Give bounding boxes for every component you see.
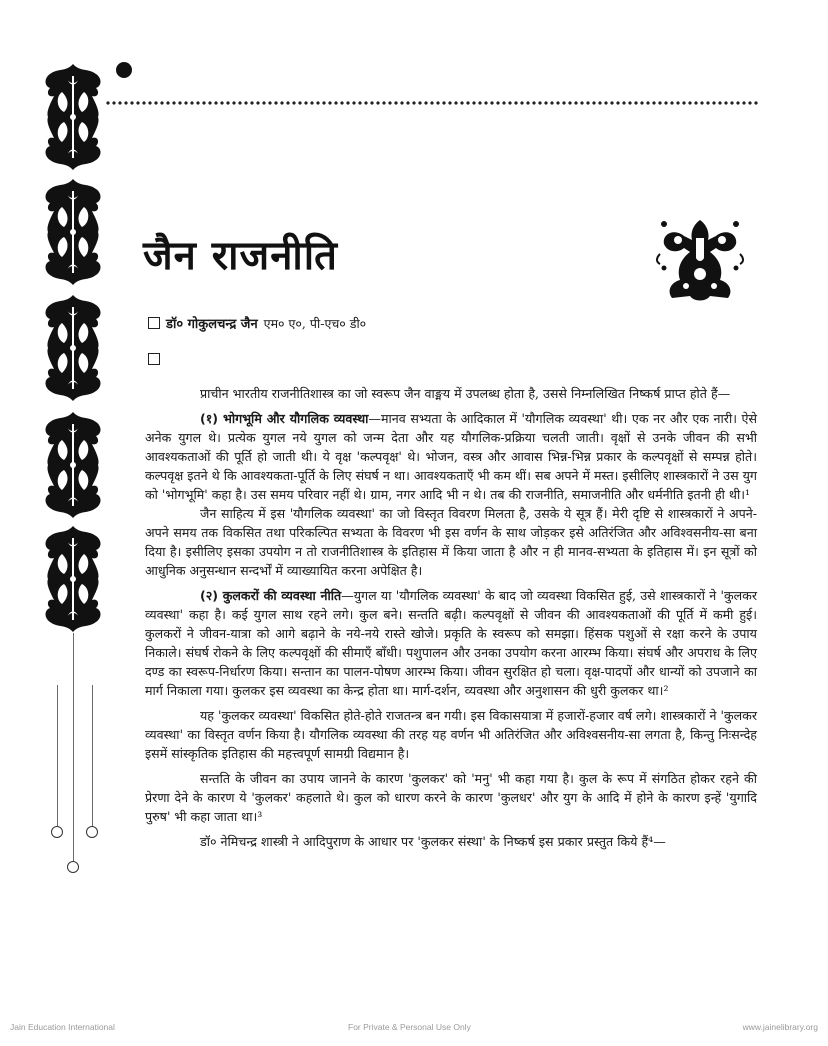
checkbox-square-icon xyxy=(148,317,160,329)
floral-ornament-icon xyxy=(40,177,106,287)
floral-ornament-icon xyxy=(40,62,106,172)
paragraph: डॉ० नेमिचन्द्र शास्त्री ने आदिपुराण के आधार पर 'कुलकर संस्था' के निष्कर्ष इस प्रकार प्रस्तुत किये हैं⁴— xyxy=(200,834,666,849)
section-heading: (२) कुलकरों की व्यवस्था नीति xyxy=(200,588,342,603)
footer-website-link[interactable]: www.jainelibrary.org xyxy=(742,1022,818,1032)
author-degrees: एम० ए०, पी-एच० डी० xyxy=(263,315,367,331)
pendant-line xyxy=(57,685,58,827)
author-name: डॉ० गोकुलचन्द्र जैन xyxy=(166,317,258,332)
floral-ornament-icon xyxy=(40,410,106,520)
paragraph: सन्तति के जीवन का उपाय जानने के कारण 'कुलकर' को 'मनु' भी कहा गया है। कुल के रूप में संगठित होकर रहने की प्रेरणा देने के कारण ये 'कुलकर' कहलाते थे। कुल को धारण करने के कारण 'कुलधर' और युग के आदि में होने के कारण इन्हें 'युगादि पुरुष' भी कहा जाता था।³ xyxy=(145,771,757,824)
author-byline xyxy=(148,314,366,332)
paragraph-section-1: (१) भोगभूमि और यौगलिक व्यवस्था—मानव सभ्यता के आदिकाल में 'यौगलिक व्यवस्था' थी। एक नर और एक नारी। ऐसे अनेक युगल थे। प्रत्येक युगल नये युगल को जन्म देता और यह यौगलिक-प्रक्रिया चलती जाती। वृक्षों से उनके जीवन की सभी आवश्यकताओं की पूर्ति हो जाती थी। ये वृक्ष 'कल्पवृक्ष' थे। भोजन, वस्त्र और आवास भिन्न-भिन्न प्रकार के कल्पवृक्षों से सम्पन्न होते। कल्पवृक्ष इतने थे कि आवश्यकता-पूर्ति के लिए संघर्ष न था। आवश्यकताएँ भी कम थीं। सब अपने में मस्त। इसीलिए शास्त्रकारों ने उस युग को 'भोगभूमि' कहा है। उस समय परिवार नहीं थे। ग्राम, नगर आदि भी न थे। तब की राजनीति, समाजनीति और धर्मनीति इतनी ही थी।¹ xyxy=(145,411,758,502)
floral-ornament-icon xyxy=(40,524,106,634)
article-body xyxy=(145,384,757,851)
page-title: जैन राजनीति xyxy=(143,233,338,279)
paragraph-section-2: (२) कुलकरों की व्यवस्था नीति—युगल या 'यौगलिक व्यवस्था' के बाद जो व्यवस्था विकसित हुई, उसे शास्त्रकारों ने 'कुलकर व्यवस्था' कहा है। कई युगल साथ रहने लगे। कुल बने। सन्तति बढ़ी। कल्पवृक्षों से जीवन की आवश्यकताओं की पूर्ति में कमी हुई। कुलकरों ने जीवन-यात्रा को आगे बढ़ाने के नये-नये रास्ते खोजे। प्रकृति के स्वरूप को समझा। हिंसक पशुओं से रक्षा करने के उपाय निकाले। संघर्ष रोकने के लिए कल्पवृक्षों की सीमाएँ बाँधी। पशुपालन और उनका उपयोग करना आरम्भ किया। संघर्ष और अपराध के लिए दण्ड का स्वरूप-निर्धारण किया। सन्तान का पालन-पोषण आरम्भ किया। जीवन सुरक्षित हो चला। वृक्ष-पादपों और धान्यों को उपजाने का मार्ग निकाला गया। कुलकर इस व्यवस्था का केन्द्र होता था। मार्ग-दर्शन, व्यवस्था और अनुशासन की धुरी कुलकर था।² xyxy=(145,588,757,698)
bullet-dot-icon xyxy=(116,62,132,78)
floral-ornament-icon xyxy=(40,293,106,403)
empty-marker xyxy=(148,350,160,369)
footer-usage-note: For Private & Personal Use Only xyxy=(348,1022,471,1032)
ring-ornament-icon xyxy=(67,861,79,873)
pendant-line xyxy=(73,633,74,861)
paragraph-intro: प्राचीन भारतीय राजनीतिशास्त्र का जो स्वरूप जैन वाङ्मय में उपलब्ध होता है, उससे निम्नलिखित निष्कर्ष प्राप्त होते हैं— xyxy=(200,386,731,401)
paragraph: यह 'कुलकर व्यवस्था' विकसित होते-होते राजतन्त्र बन गयी। इस विकासयात्रा में हजारों-हजार वर्ष लगे। शास्त्रकारों ने 'कुलकर व्यवस्था' का विस्तृत वर्णन किया है। यौगलिक व्यवस्था की तरह यह वर्णन भी अतिरंजित और अविश्वसनीय-सा लगता है, किन्तु निःसन्देह इसमें सांस्कृतिक इतिहास की महत्त्वपूर्ण सामग्री विद्यमान है। xyxy=(145,708,757,761)
ring-ornament-icon xyxy=(86,826,98,838)
dotted-rule-divider xyxy=(105,100,760,106)
ring-ornament-icon xyxy=(51,826,63,838)
section-heading: (१) भोगभूमि और यौगलिक व्यवस्था xyxy=(200,411,369,426)
pendant-line xyxy=(92,685,93,827)
decorative-emblem-icon xyxy=(650,210,750,310)
footer-publisher: Jain Education International xyxy=(10,1022,115,1032)
page-footer xyxy=(0,1022,828,1038)
paragraph: जैन साहित्य में इस 'यौगलिक व्यवस्था' का जो विस्तृत विवरण मिलता है, उसके ये सूत्र हैं। मेरी दृष्टि से शास्त्रकारों ने अपने-अपने समय तक विकसित तथा परिकल्पित सभ्यता के विवरण भी इस वर्णन के साथ जोड़कर इसे अतिरंजित और अविश्वसनीय-सा बना दिया है। इसीलिए इसका उपयोग न तो राजनीतिशास्त्र के इतिहास में किया जाता है और न ही मानव-सभ्यता के इतिहास में। इन सूत्रों को आधुनिक अनुसन्धान सन्दर्भों में व्याख्यायित करना अपेक्षित है। xyxy=(145,506,757,578)
checkbox-square-icon xyxy=(148,353,160,365)
